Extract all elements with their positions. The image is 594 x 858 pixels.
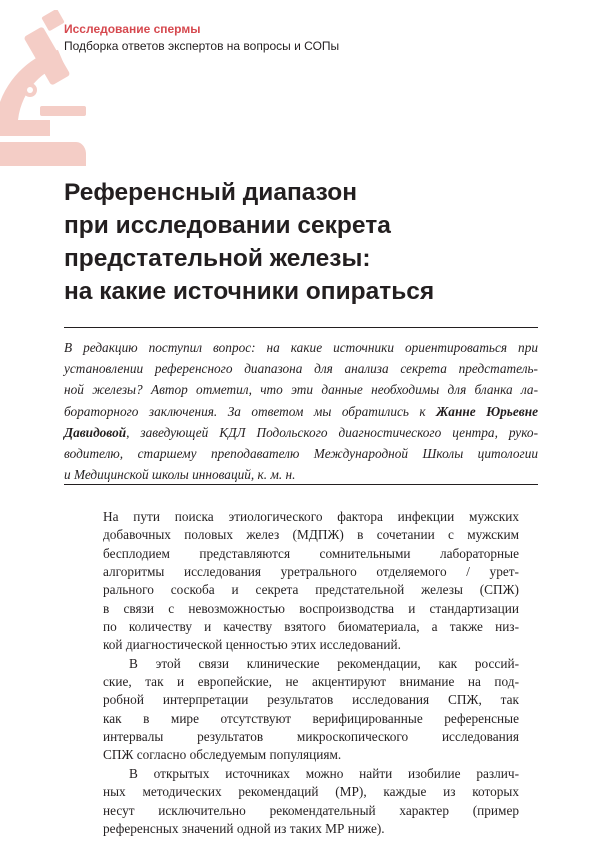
body-line: как в мире отсутствуют верифицированные референсные (103, 710, 519, 726)
article-title (64, 176, 544, 308)
body-text (103, 508, 519, 838)
lead-line: В редакцию поступил вопрос: на какие источники ориентироваться при (64, 340, 538, 355)
body-line: ские, так и европейские, не акцентируют внимание на под- (103, 674, 519, 690)
body-line: На пути поиска этиологического фактора инфекции мужских (103, 509, 519, 524)
lead-line (64, 422, 538, 443)
body-line: робной интерпретации результатов исследования СПЖ, так (103, 692, 519, 708)
top-divider (64, 327, 538, 328)
body-line: в связи с невозможностью воспроизводства и стандартизации (103, 600, 519, 616)
body-line: кой диагностической ценностью этих исследований. (103, 637, 401, 653)
expert-surname: Давидовой (64, 424, 127, 440)
lead-paragraph (64, 337, 538, 485)
lead-line-text: , заведующей КДЛ Подольского диагностического центра, руко- (126, 424, 538, 440)
article-title-line: на какие источники опираться (64, 278, 435, 305)
body-line: несут исключительно рекомендательный характер (пример (103, 802, 519, 818)
body-line: бесплодием представляются сомнительными лабораторные (103, 545, 519, 561)
lead-line (64, 401, 538, 422)
body-line: по количеству и качеству взятого биоматериала, а также низ- (103, 619, 519, 635)
body-line: алгоритмы исследования уретрального отделяемого / урет- (103, 564, 519, 580)
article-title-line: при исследовании секрета (64, 212, 391, 239)
body-line: СПЖ согласно обследуемым популяциям. (103, 747, 342, 763)
body-line: добавочных половых желез (МДПЖ) в сочетании с мужским (103, 527, 519, 543)
article-title-line: Референсный диапазон (64, 179, 357, 206)
bottom-divider (64, 484, 538, 485)
lead-line: установлении референсного диапазона для анализа секрета предстатель- (64, 361, 538, 377)
body-line: ных методических рекомендаций (МР), каждые из которых (103, 784, 519, 800)
body-line: В открытых источниках можно найти изобилие различ- (129, 765, 519, 781)
body-line: интервалы результатов микроскопического исследования (103, 729, 519, 745)
section-title: Исследование спермы (64, 22, 201, 36)
expert-name: Жанне Юрьевне (436, 403, 538, 419)
article-title-line: предстательной железы: (64, 245, 371, 272)
lead-line: ной железы? Автор отметил, что эти данные необходимы для бланка ла- (64, 382, 538, 398)
lead-line-text: бораторного заключения. За ответом мы обратились к (64, 403, 437, 419)
section-subtitle: Подборка ответов экспертов на вопросы и СОПы (64, 39, 340, 53)
body-line: В этой связи клинические рекомендации, как россий- (129, 655, 519, 671)
body-line: рального соскоба и секрета предстательной железы (СПЖ) (103, 582, 519, 598)
lead-line: и Медицинской школы инноваций, к. м. н. (64, 467, 296, 483)
lead-line: водителю, старшему преподавателю Международной Школы цитологии (64, 446, 538, 462)
body-line: референсных значений одной из таких МР ниже). (103, 820, 385, 836)
